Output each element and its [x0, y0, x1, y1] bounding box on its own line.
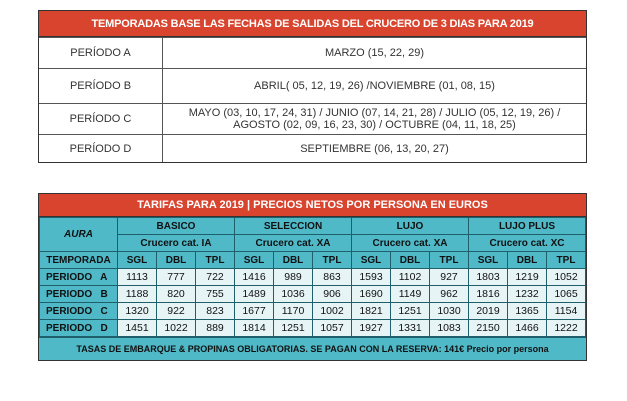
price-cell: 1219	[508, 269, 547, 286]
price-cell: 1251	[391, 303, 430, 320]
price-cell: 820	[157, 286, 196, 303]
cabin-type: Crucero cat. IA	[118, 235, 235, 252]
cabin-type: Crucero cat. XA	[352, 235, 469, 252]
price-cell: 755	[196, 286, 235, 303]
price-cell: 1052	[547, 269, 586, 286]
table-row	[40, 286, 586, 303]
price-rows	[40, 269, 586, 337]
period-label: PERIODO D	[40, 320, 118, 337]
period-label: PERIODO C	[40, 303, 118, 320]
occupancy-label: SGL	[352, 252, 391, 269]
category-name: SELECCION	[235, 218, 352, 235]
category-name: LUJO PLUS	[469, 218, 586, 235]
price-cell: 1149	[391, 286, 430, 303]
prices-title: TARIFAS PARA 2019 | PRECIOS NETOS POR PERSONA EN EUROS	[39, 194, 586, 217]
occupancy-label: TPL	[313, 252, 352, 269]
price-cell: 1251	[274, 320, 313, 337]
occupancy-label: TPL	[547, 252, 586, 269]
cabin-type: Crucero cat. XA	[235, 235, 352, 252]
price-cell: 1036	[274, 286, 313, 303]
price-cell: 1170	[274, 303, 313, 320]
price-cell: 1690	[352, 286, 391, 303]
price-cell: 1814	[235, 320, 274, 337]
price-cell: 906	[313, 286, 352, 303]
price-cell: 1365	[508, 303, 547, 320]
prices-table	[38, 193, 587, 361]
season-row	[39, 103, 586, 134]
price-cell: 1154	[547, 303, 586, 320]
seasons-title: TEMPORADAS BASE LAS FECHAS DE SALIDAS DEL CRUCERO DE 3 DIAS PARA 2019	[39, 11, 586, 37]
season-period-label: PERÍODO D	[39, 135, 163, 162]
period-label: PERIODO A	[40, 269, 118, 286]
price-cell: 962	[430, 286, 469, 303]
price-cell: 1677	[235, 303, 274, 320]
category-name: LUJO	[352, 218, 469, 235]
prices-grid	[39, 217, 586, 337]
cabin-type: Crucero cat. XC	[469, 235, 586, 252]
occupancy-label: TPL	[196, 252, 235, 269]
price-cell: 823	[196, 303, 235, 320]
price-cell: 1222	[547, 320, 586, 337]
season-header: TEMPORADA	[40, 252, 118, 269]
season-row	[39, 134, 586, 162]
price-cell: 2019	[469, 303, 508, 320]
season-period-label: PERÍODO A	[39, 38, 163, 68]
price-cell: 722	[196, 269, 235, 286]
occupancy-label: DBL	[508, 252, 547, 269]
price-cell: 1188	[118, 286, 157, 303]
price-cell: 1821	[352, 303, 391, 320]
table-row	[40, 320, 586, 337]
season-dates: ABRIL( 05, 12, 19, 26) /NOVIEMBRE (01, 08, 15)	[254, 80, 495, 92]
ship-name: AURA	[40, 218, 118, 252]
price-cell: 1331	[391, 320, 430, 337]
table-row	[40, 269, 586, 286]
season-period-label: PERÍODO C	[39, 104, 163, 134]
category-name: BASICO	[118, 218, 235, 235]
occupancy-label: SGL	[235, 252, 274, 269]
prices-footer-note: TASAS DE EMBARQUE & PROPINAS OBLIGATORIAS. SE PAGAN CON LA RESERVA: 141€ Precio por persona	[39, 337, 586, 360]
price-cell: 2150	[469, 320, 508, 337]
season-row	[39, 68, 586, 103]
price-cell: 1030	[430, 303, 469, 320]
category-header-row	[40, 218, 586, 235]
price-cell: 1451	[118, 320, 157, 337]
price-cell: 1057	[313, 320, 352, 337]
price-cell: 1002	[313, 303, 352, 320]
occupancy-label: SGL	[469, 252, 508, 269]
occupancy-label: DBL	[274, 252, 313, 269]
occupancy-header-row	[40, 252, 586, 269]
price-cell: 1065	[547, 286, 586, 303]
price-cell: 1816	[469, 286, 508, 303]
price-cell: 1927	[352, 320, 391, 337]
price-cell: 989	[274, 269, 313, 286]
price-cell: 1489	[235, 286, 274, 303]
price-cell: 1803	[469, 269, 508, 286]
price-cell: 1593	[352, 269, 391, 286]
season-dates: MARZO (15, 22, 29)	[324, 47, 425, 59]
seasons-table	[38, 10, 587, 163]
price-cell: 1232	[508, 286, 547, 303]
season-row	[39, 37, 586, 68]
price-cell: 1022	[157, 320, 196, 337]
price-cell: 863	[313, 269, 352, 286]
price-cell: 922	[157, 303, 196, 320]
occupancy-label: DBL	[391, 252, 430, 269]
cabin-header-row	[40, 235, 586, 252]
table-row	[40, 303, 586, 320]
price-cell: 777	[157, 269, 196, 286]
price-cell: 927	[430, 269, 469, 286]
period-label: PERIODO B	[40, 286, 118, 303]
price-cell: 1466	[508, 320, 547, 337]
price-cell: 1102	[391, 269, 430, 286]
price-cell: 1416	[235, 269, 274, 286]
occupancy-label: SGL	[118, 252, 157, 269]
price-cell: 889	[196, 320, 235, 337]
price-cell: 1113	[118, 269, 157, 286]
price-cell: 1083	[430, 320, 469, 337]
season-dates: MAYO (03, 10, 17, 24, 31) / JUNIO (07, 14, 21, 28) / JULIO (05, 12, 19, 26) / AGOSTO (02, 09, 16, 23, 30) / OCTUBRE (04, 11, 18, 25)	[188, 107, 561, 131]
occupancy-label: TPL	[430, 252, 469, 269]
season-period-label: PERÍODO B	[39, 69, 163, 103]
occupancy-label: DBL	[157, 252, 196, 269]
season-dates: SEPTIEMBRE (06, 13, 20, 27)	[300, 142, 449, 155]
price-cell: 1320	[118, 303, 157, 320]
